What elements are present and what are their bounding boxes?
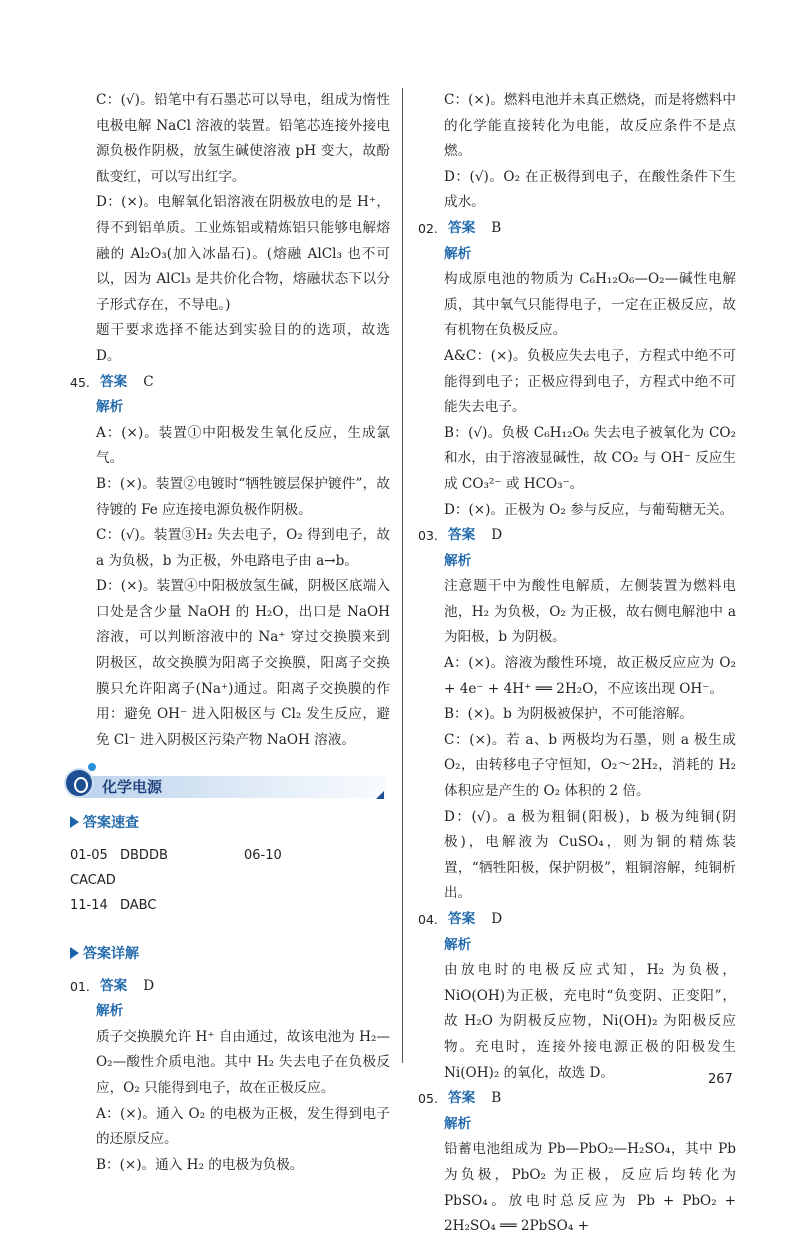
- paragraph: B：(×)。b 为阴极被保护，不可能溶解。: [444, 706, 693, 723]
- paragraph: 铅蓄电池组成为 Pb—PbO₂—H₂SO₄，其中 Pb 为负极，PbO₂ 为正极，反应后均转化为 PbSO₄。放电时总反应为 Pb + PbO₂ + 2H₂SO₄ ══ 2PbSO₄ +: [444, 1141, 736, 1235]
- answer-label: 答案: [448, 1090, 476, 1107]
- quick-check-heading-text: 答案速查: [83, 815, 139, 832]
- left-column: [70, 88, 390, 1178]
- paragraph: 题干要求选择不能达到实验目的的选项，故选 D。: [96, 322, 390, 364]
- paragraph: D：(×)。装置④中阳极放氢生碱，阴极区底端入口处是含少量 NaOH 的 H₂O，出口是 NaOH 溶液，可以判断溶液中的 Na⁺ 穿过交换膜来到阴极区，故交换膜为阳离子交换膜，阳离子交换膜只允许阳离子(Na⁺)通过。阳离子交换膜的作用：避免 OH⁻ 进入阳极区与 Cl₂ 发生反应，避免 Cl⁻ 进入阴极区污染产物 NaOH 溶液。: [96, 578, 390, 748]
- paragraph: D：(√)。a 极为粗铜(阳极)，b 极为纯铜(阴极)，电解液为 CuSO₄，则为铜的精炼装置，“牺牲阳极，保护阴极”，粗铜溶解，纯铜析出。: [444, 808, 736, 902]
- right-column: [418, 88, 736, 1240]
- paragraph: C：(√)。铅笔中有石墨芯可以导电，组成为惰性电极电解 NaCl 溶液的装置。铅笔芯连接外接电源负极作阴极，放氢生碱使溶液 pH 变大，故酚酞变红，可以写出红字。: [96, 92, 390, 185]
- paragraph: A&C：(×)。负极应失去电子，方程式中绝不可能得到电子；正极应得到电子，方程式中绝不可能失去电子。: [444, 347, 736, 416]
- question-03-answer: [418, 523, 736, 549]
- paragraph: A：(×)。溶液为酸性环境，故正极反应应为 O₂ + 4e⁻ + 4H⁺ ══ 2H₂O，不应该出现 OH⁻。: [444, 655, 736, 697]
- paragraph: 由放电时的电极反应式知，H₂ 为负极，NiO(OH)为正极，充电时“负变阴、正变阳”，故 H₂O 为阴极反应物，Ni(OH)₂ 为阳极反应物。充电时，连接外接电源正极的阳极发生 Ni(OH)₂ 的氧化，故选 D。: [444, 962, 736, 1081]
- quick-check-heading: [70, 811, 390, 837]
- answers: CACAD: [70, 873, 116, 889]
- paragraph: 质子交换膜允许 H⁺ 自由通过，故该电池为 H₂—O₂—酸性介质电池。其中 H₂ 失去电子在负极反应，O₂ 只能得到电子，故在正极反应。: [96, 1028, 390, 1096]
- analysis-label: 解析: [444, 552, 472, 569]
- paragraph: D：(√)。O₂ 在正极得到电子，在酸性条件下生成水。: [444, 168, 736, 211]
- answer-value: D: [491, 527, 503, 544]
- paragraph: 注意题干中为酸性电解质，左侧装置为燃料电池，H₂ 为负极，O₂ 为正极，故右侧电解池中 a 为阳极，b 为阴极。: [444, 578, 736, 646]
- range: 06-10: [244, 848, 282, 864]
- range: 01-05: [70, 848, 108, 864]
- answers: DBDDB: [120, 848, 168, 864]
- paragraph: B：(×)。装置②电镀时“牺牲镀层保护镀件”，故待镀的 Fe 应连接电源负极作阴极。: [96, 475, 390, 518]
- answer-value: D: [491, 911, 503, 927]
- paragraph: C：(√)。装置③H₂ 失去电子，O₂ 得到电子，故 a 为负极，b 为正极，外电路电子由 a→b。: [96, 527, 390, 569]
- question-number: 04.: [418, 912, 438, 927]
- triangle-arrow-icon: [70, 947, 79, 959]
- paragraph: D：(×)。正极为 O₂ 参与反应，与葡萄糖无关。: [444, 501, 734, 518]
- answer-label: 答案: [448, 219, 476, 236]
- range: 11-14: [70, 898, 108, 914]
- analysis-label: 解析: [444, 936, 472, 953]
- section-title: 化学电源: [102, 778, 163, 797]
- answer-label: 答案: [100, 373, 128, 390]
- quick-check-table: [70, 843, 390, 918]
- answer-label: 答案: [448, 527, 476, 544]
- spark-icon: [88, 763, 96, 771]
- answer-value: C: [143, 373, 154, 390]
- paragraph: A：(×)。装置①中阳极发生氧化反应，生成氯气。: [96, 424, 390, 467]
- paragraph: B：(√)。负极 C₆H₁₂O₆ 失去电子被氧化为 CO₂ 和水，由于溶液显碱性，故 CO₂ 与 OH⁻ 反应生成 CO₃²⁻ 或 HCO₃⁻。: [444, 424, 736, 492]
- answer-value: B: [491, 219, 502, 236]
- question-04-answer: [418, 907, 736, 933]
- question-02-answer: [418, 216, 736, 242]
- question-05-answer: [418, 1086, 736, 1112]
- answer-value: B: [491, 1090, 502, 1107]
- question-number: 02.: [418, 220, 438, 236]
- detail-heading-text: 答案详解: [83, 946, 139, 963]
- question-number: 01.: [70, 978, 90, 994]
- column-divider: [402, 88, 403, 1063]
- paragraph: C：(×)。若 a、b 两极均为石墨，则 a 极生成 O₂，由转移电子守恒知，O₂～2H₂，消耗的 H₂ 体积应是产生的 O₂ 体积的 2 倍。: [444, 731, 736, 800]
- analysis-label: 解析: [444, 245, 472, 262]
- analysis-label: 解析: [96, 399, 124, 416]
- answer-label: 答案: [448, 911, 476, 927]
- question-number: 03.: [418, 528, 438, 544]
- answers: DABC: [120, 898, 157, 914]
- paragraph: 构成原电池的物质为 C₆H₁₂O₆—O₂—碱性电解质，其中氧气只能得电子，一定在正极反应，故有机物在负极反应。: [444, 271, 736, 339]
- question-01-answer: [70, 974, 390, 1000]
- analysis-label: 解析: [444, 1115, 472, 1132]
- paragraph: B：(×)。通入 H₂ 的电极为负极。: [96, 1156, 304, 1173]
- triangle-arrow-icon: [70, 816, 79, 828]
- analysis-label: 解析: [96, 1003, 124, 1020]
- answer-value: D: [143, 977, 155, 994]
- answer-label: 答案: [100, 977, 128, 994]
- section-header: [64, 767, 386, 801]
- question-45-answer: [70, 370, 390, 396]
- corner-triangle-icon: [376, 791, 384, 799]
- quick-check-row: [70, 893, 390, 918]
- page-number: 267: [708, 1072, 733, 1087]
- paragraph: C：(×)。燃料电池并未真正燃烧，而是将燃料中的化学能直接转化为电能，故反应条件不是点燃。: [444, 92, 736, 160]
- quick-check-row: [70, 843, 390, 893]
- paragraph: A：(×)。通入 O₂ 的电极为正极，发生得到电子的还原反应。: [96, 1105, 390, 1148]
- question-number: 45.: [70, 374, 90, 390]
- detail-heading: [70, 942, 390, 968]
- paragraph: D：(×)。电解氧化铝溶液在阴极放电的是 H⁺，得不到铝单质。工业炼铝或精炼铝只能够电解熔融的 Al₂O₃(加入冰晶石)。(熔融 AlCl₃ 也不可以，因为 AlCl₃ 是共价化合物，熔融状态下以分子形式存在，不导电。): [96, 194, 390, 313]
- question-number: 05.: [418, 1091, 438, 1107]
